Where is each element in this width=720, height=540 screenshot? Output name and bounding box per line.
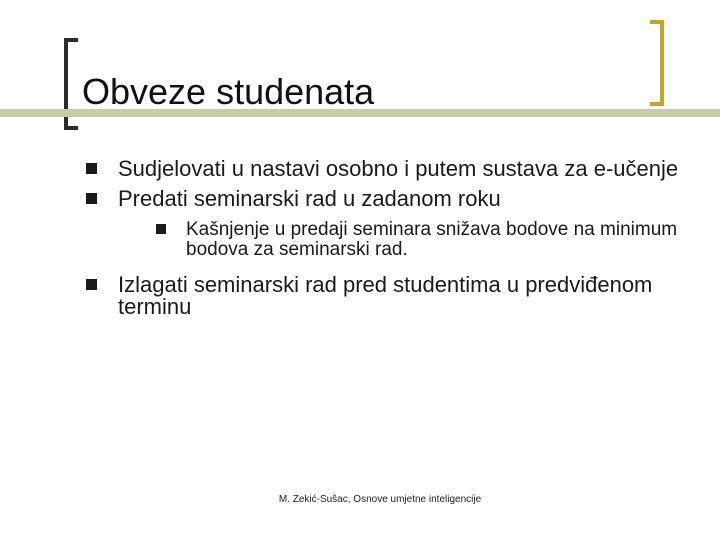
bullet-text: Sudjelovati u nastavi osobno i putem sustava za e-učenje [118, 156, 679, 181]
bullet-item-3 [86, 274, 686, 318]
bullet-item-1 [86, 158, 686, 180]
bullet-text: Izlagati seminarski rad pred studentima u predviđenom terminu [118, 272, 653, 319]
square-bullet-icon [86, 193, 97, 204]
right-bracket-decoration [650, 20, 664, 106]
sub-bullet-text: Kašnjenje u predaji seminara snižava bodove na minimum bodova za seminarski rad. [186, 219, 678, 260]
bullet-list [86, 158, 686, 326]
sub-bullet-item-1 [156, 220, 686, 260]
sub-bullet-list [156, 220, 686, 260]
slide-title: Obveze studenata [82, 71, 375, 112]
bullet-text: Predati seminarski rad u zadanom roku [118, 186, 501, 211]
square-bullet-icon [86, 163, 97, 174]
bullet-item-2 [86, 188, 686, 260]
square-bullet-icon [156, 224, 166, 234]
square-bullet-icon [86, 279, 97, 290]
slide-footer: M. Zekić-Sušac, Osnove umjetne inteligencije [278, 494, 482, 505]
